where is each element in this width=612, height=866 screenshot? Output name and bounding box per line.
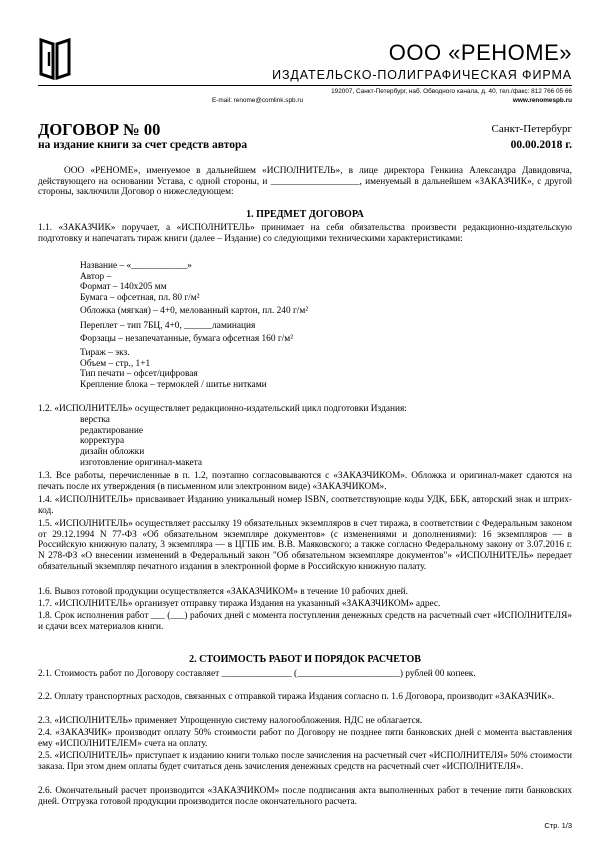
spec-item: Тираж – экз. bbox=[80, 347, 130, 358]
spec-item: Объем – стр., 1+1 bbox=[80, 358, 151, 369]
section-2-heading: 2. СТОИМОСТЬ РАБОТ И ПОРЯДОК РАСЧЕТОВ bbox=[189, 654, 421, 665]
task-item: изготовление оригинал-макета bbox=[80, 457, 203, 468]
company-website[interactable]: www.renomespb.ru bbox=[512, 97, 572, 104]
spec-item: Форзацы – незапечатанные, бумага офсетная 160 г/м² bbox=[80, 334, 293, 345]
spec-item: Крепление блока – термоклей / шитье нитками bbox=[80, 380, 267, 391]
clause-1-3: 1.3. Все работы, перечисленные в п. 1.2, поэтапно согласовываются с «ЗАКАЗЧИКОМ». Обложка и оригинал-макет сдаются на печать после их утверждения (в письменном или электронном виде) «ЗАКАЗЧИКОМ». bbox=[38, 471, 572, 492]
spec-item: Бумага – офсетная, пл. 80 г/м² bbox=[80, 293, 200, 304]
task-item: верстка bbox=[80, 415, 110, 425]
contract-title: ДОГОВОР № 00 bbox=[38, 120, 161, 139]
company-email[interactable]: E-mail: renome@comlink.spb.ru bbox=[212, 97, 304, 104]
clause-2-1: 2.1. Стоимость работ по Договору составляет _______________ (______________________) рублей 00 копеек. bbox=[38, 669, 476, 679]
spec-item: Обложка (мягкая) – 4+0, мелованный картон, пл. 240 г/м² bbox=[80, 305, 309, 316]
header-divider bbox=[38, 85, 572, 86]
clause-1-1: 1.1. «ЗАКАЗЧИК» поручает, а «ИСПОЛНИТЕЛЬ» принимает на себя обязательства произвести редакционно-издательскую подготовку и напечатать тираж книги (далее – Издание) со следующими техническими характеристиками: bbox=[38, 223, 572, 244]
page-number: Стр. 1/3 bbox=[544, 821, 572, 830]
clause-2-4: 2.4. «ЗАКАЗЧИК» производит оплату 50% стоимости работ по Договору не позднее пяти банковских дней с момента выставления ему «ИСПОЛНИТЕЛЕМ» счета на оплату. bbox=[38, 728, 572, 749]
clause-2-5: 2.5. «ИСПОЛНИТЕЛЬ» приступает к изданию книги только после зачисления на расчетный счет «ИСПОЛНИТЕЛЯ» 50% стоимости заказа. При этом днем оплаты будет считаться день зачисления денежных средств на расчетный счет «ИСПОЛНИТЕЛЯ». bbox=[38, 751, 572, 772]
intro-paragraph: ООО «РЕНОМЕ», именуемое в дальнейшем «ИСПОЛНИТЕЛЬ», в лице директора Генкина Александра Давидовича, действующего на основании Устава, с одной стороны, и ___________________, именуемый в дальнейшем «ЗАКАЗЧИК», с другой стороны, заключили Договор о нижеследующем: bbox=[38, 166, 572, 198]
clause-2-6: 2.6. Окончательный расчет производится «ЗАКАЗЧИКОМ» после подписания акта выполненных работ в течение пяти банковских дней. Отгрузка готовой продукции производится после окончательного расчета. bbox=[38, 786, 572, 807]
clause-1-5: 1.5. «ИСПОЛНИТЕЛЬ» осуществляет рассылку 19 обязательных экземпляров в счет тиража, в соответствии с Федеральным законом от 29.12.1994 N 77-ФЗ «Об обязательном экземпляре документов» (с изменениями и дополнениями): 16 экземпляров — в Российскую книжную палату, 3 экземпляра — в ЦГПБ им. В.В. Маяковского; а также согласно Федеральному закону от 3.07.2016 г. N 278-ФЗ «О внесении изменений в Федеральный закон "Об обязательном экземпляре документов"» «ИСПОЛНИТЕЛЬ» передает обязательный экземпляр печатного издания в электронной форме в Российскую книжную палату. bbox=[38, 519, 572, 572]
contract-subtitle: на издание книги за счет средств автора bbox=[38, 139, 248, 151]
tasks-list bbox=[38, 415, 572, 469]
contract-city: Санкт-Петербург bbox=[491, 123, 572, 135]
clause-1-8: 1.8. Срок исполнения работ ___ (___) рабочих дней с момента поступления денежных средств на расчетный счет «ИСПОЛНИТЕЛЯ» и сдачи всех материалов книги. bbox=[38, 611, 572, 632]
task-item: корректура bbox=[80, 436, 125, 447]
clause-2-2: 2.2. Оплату транспортных расходов, связанных с отправкой тиража Издания согласно п. 1.6 Договора, производит «ЗАКАЗЧИК». bbox=[38, 692, 555, 702]
clause-1-2: 1.2. «ИСПОЛНИТЕЛЬ» осуществляет редакционно-издательский цикл подготовки Издания: bbox=[38, 404, 407, 414]
company-subtitle: ИЗДАТЕЛЬСКО-ПОЛИГРАФИЧЕСКАЯ ФИРМА bbox=[272, 68, 572, 82]
clause-1-7: 1.7. «ИСПОЛНИТЕЛЬ» организует отправку тиража Издания на указанный «ЗАКАЗЧИКОМ» адрес. bbox=[38, 599, 441, 609]
clause-2-3: 2.3. «ИСПОЛНИТЕЛЬ» применяет Упрощенную систему налогообложения. НДС не облагается. bbox=[38, 716, 423, 726]
spec-item: Название – «____________» bbox=[80, 261, 192, 271]
company-address: 192007, Санкт-Петербург, наб. Обводного канала, д. 40, тел./факс: 812 766 05 66 bbox=[331, 88, 572, 95]
task-item: редактирование bbox=[80, 425, 144, 436]
clause-1-4: 1.4. «ИСПОЛНИТЕЛЬ» присваивает Изданию уникальный номер ISBN, соответствующие коды УДК, ББК, авторский знак и штрих-код. bbox=[38, 495, 572, 516]
specs-list bbox=[38, 261, 572, 391]
spec-item: Автор – bbox=[80, 271, 112, 282]
section-1-heading: 1. ПРЕДМЕТ ДОГОВОРА bbox=[246, 209, 364, 220]
clause-1-6: 1.6. Вывоз готовой продукции осуществляется «ЗАКАЗЧИКОМ» в течение 10 рабочих дней. bbox=[38, 587, 408, 597]
company-name: ООО «РЕНОМЕ» bbox=[388, 40, 572, 65]
task-item: дизайн обложки bbox=[80, 447, 145, 458]
spec-item: Тип печати – офсет/цифровая bbox=[80, 369, 198, 380]
book-logo-icon bbox=[38, 36, 72, 80]
contract-date: 00.00.2018 г. bbox=[510, 139, 572, 151]
spec-item: Формат – 140х205 мм bbox=[80, 282, 167, 293]
spec-item: Переплет – тип 7БЦ, 4+0, ______ламинация bbox=[80, 320, 256, 331]
